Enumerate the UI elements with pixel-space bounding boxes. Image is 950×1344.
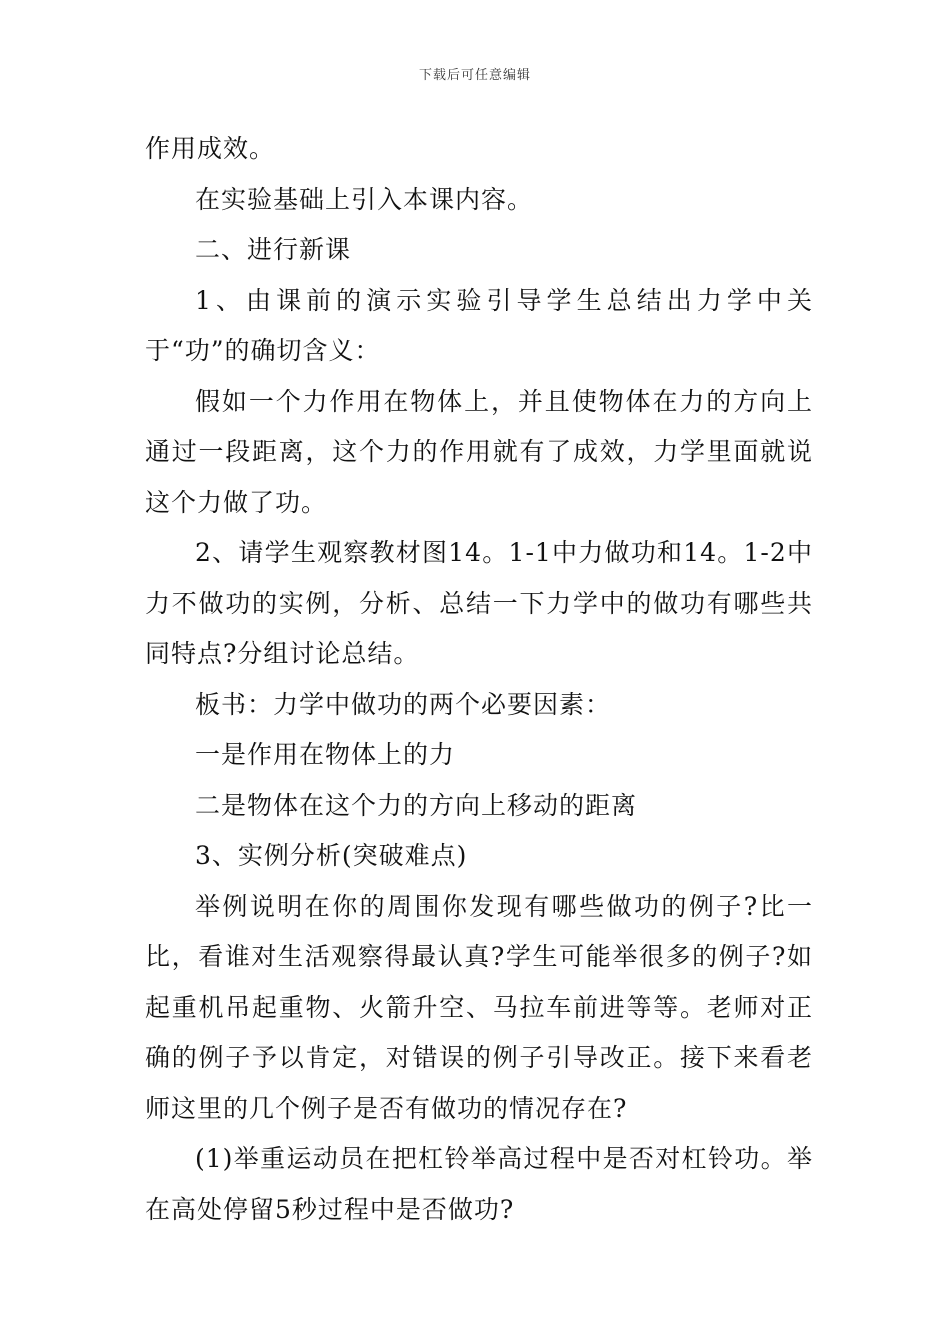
paragraph-6: 2、请学生观察教材图14。1-1中力做功和14。1-2中力不做功的实例，分析、总结一下力学中的做功有哪些共同特点?分组讨论总结。 <box>145 538 813 668</box>
page-header: 下载后可任意编辑 <box>418 68 531 83</box>
document-body <box>145 124 813 1235</box>
paragraph-1: 作用成效。 <box>145 134 276 163</box>
paragraph-7: 板书：力学中做功的两个必要因素： <box>195 689 612 719</box>
paragraph-9: 二是物体在这个力的方向上移动的距离 <box>195 790 638 820</box>
paragraph-4: 1、由课前的演示实验引导学生总结出力学中关于“功”的确切含义： <box>145 285 813 365</box>
section-heading: 二、进行新课 <box>195 235 352 264</box>
paragraph-12: (1)举重运动员在把杠铃举高过程中是否对杠铃功。举在高处停留5秒过程中是否做功? <box>145 1144 813 1224</box>
paragraph-5: 假如一个力作用在物体上，并且使物体在力的方向上通过一段距离，这个力的作用就有了成效，力学里面就说这个力做了功。 <box>145 386 813 517</box>
paragraph-11: 举例说明在你的周围你发现有哪些做功的例子?比一比，看谁对生活观察得最认真?学生可能举很多的例子?如起重机吊起重物、火箭升空、马拉车前进等等。老师对正确的例子予以肯定，对错误的例子引导改正。接下来看老师这里的几个例子是否有做功的情况存在? <box>145 891 813 1123</box>
paragraph-10: 3、实例分析(突破难点) <box>195 841 468 870</box>
paragraph-8: 一是作用在物体上的力 <box>195 740 456 769</box>
paragraph-2: 在实验基础上引入本课内容。 <box>195 184 534 214</box>
